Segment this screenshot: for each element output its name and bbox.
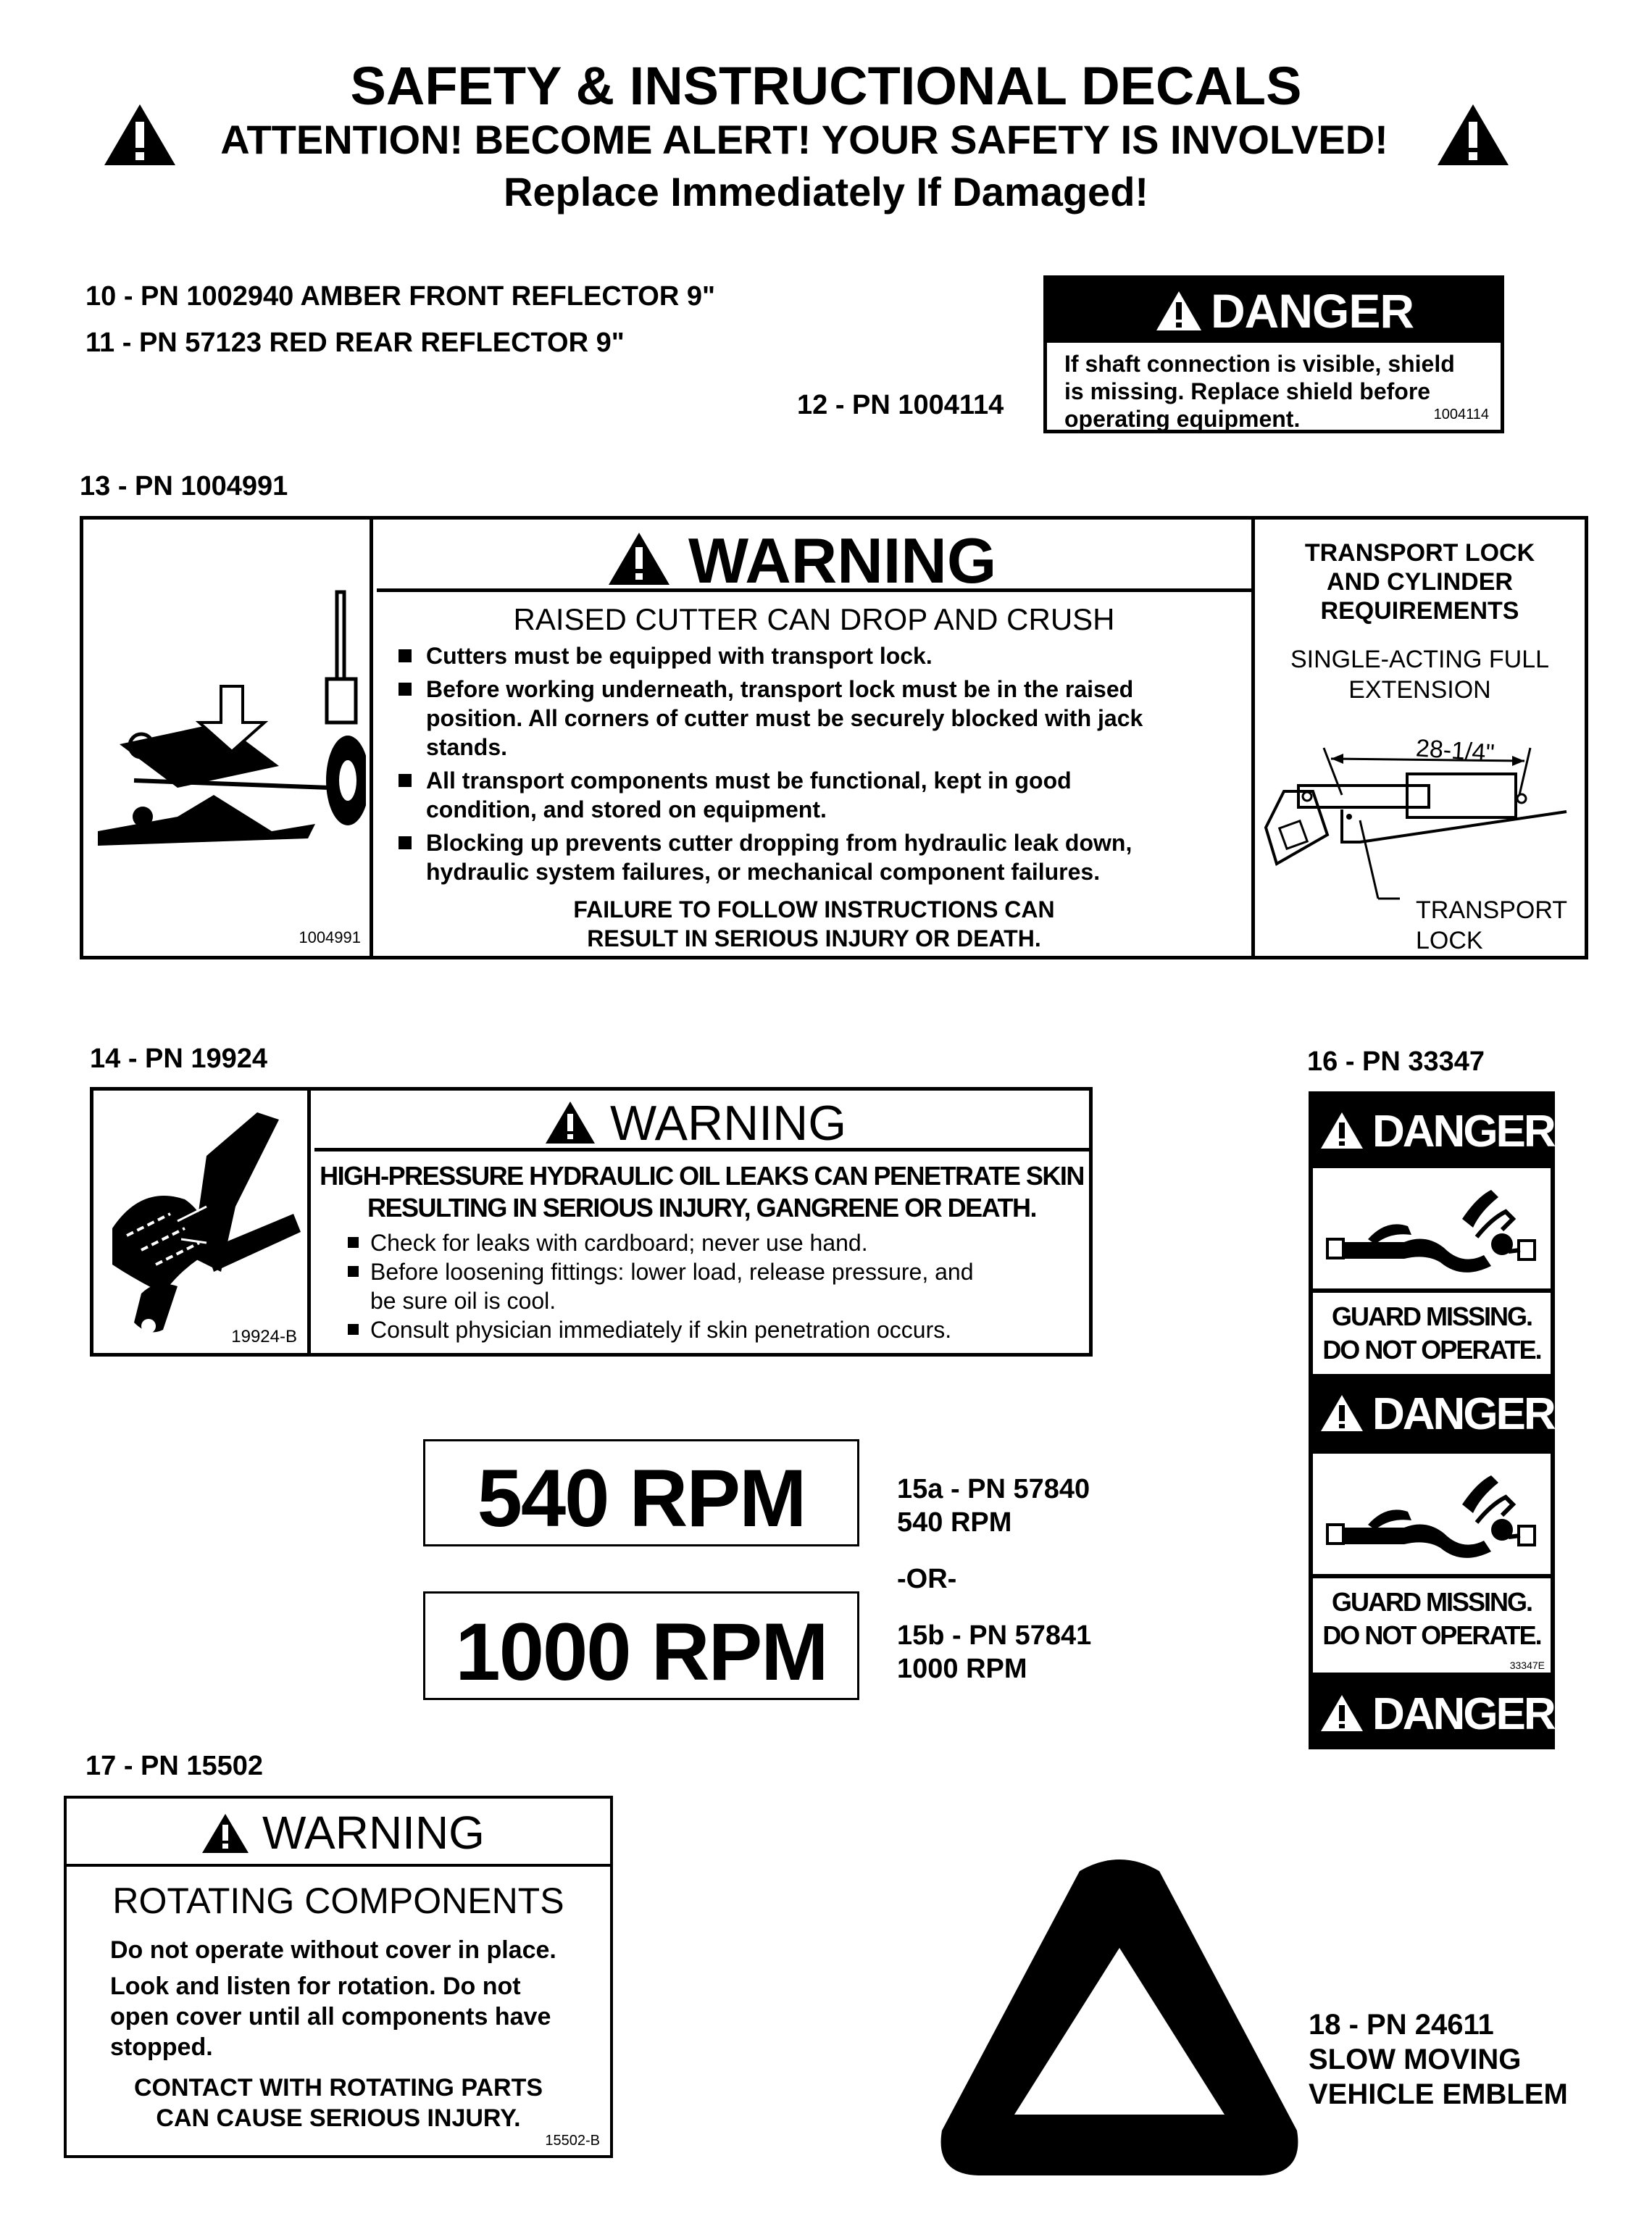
bullet-text: hydraulic system failures, or mechanical component failures. (426, 859, 1101, 885)
rpm-value: 540 RPM (477, 1453, 806, 1544)
subtitle-line: EXTENSION (1348, 676, 1491, 704)
warning-text-panel (377, 520, 1251, 956)
crush-hazard-illustration (91, 578, 366, 882)
item-12-label: 12 - PN 1004114 (797, 390, 1004, 420)
hydraulic-pictorial-panel (93, 1091, 311, 1353)
warning-triangle-icon (1435, 101, 1511, 168)
replace-line: Replace Immediately If Damaged! (503, 169, 1149, 215)
warning-heading: ROTATING COMPONENTS (112, 1881, 564, 1921)
rpm-decal-1000 (423, 1591, 859, 1700)
item-description: SLOW MOVING (1309, 2044, 1522, 2075)
warning-header (377, 520, 1251, 596)
item-description: 540 RPM (897, 1507, 1012, 1538)
footer-line: FAILURE TO FOLLOW INSTRUCTIONS CAN (573, 896, 1055, 922)
entanglement-icon (1317, 1175, 1546, 1284)
item-15a-label (897, 1473, 1090, 1539)
bullet-item (348, 1315, 973, 1344)
rpm-value: 1000 RPM (455, 1607, 827, 1697)
warning-footer (67, 2073, 610, 2133)
item-15b-label (897, 1619, 1091, 1686)
slow-moving-vehicle-emblem-icon (935, 1855, 1304, 2181)
bullet-item (399, 766, 1143, 795)
bullet-text: All transport components must be functional, kept in good (426, 767, 1072, 794)
warning-decal-15502 (64, 1796, 613, 2158)
footer-line: RESULT IN SERIOUS INJURY OR DEATH. (587, 925, 1041, 951)
callout-line: TRANSPORT (1416, 896, 1568, 924)
warning-footer (377, 895, 1251, 953)
danger-decal-33347 (1309, 1091, 1555, 1749)
hydraulic-text-panel (314, 1091, 1089, 1353)
danger-band (1309, 1377, 1555, 1454)
warning-signal-word: WARNING (262, 1807, 485, 1859)
warning-heading: RAISED CUTTER CAN DROP AND CRUSH (513, 602, 1115, 636)
warning-signal-word: WARNING (610, 1096, 847, 1151)
entanglement-pictorial (1313, 1168, 1551, 1288)
warning-triangle-icon (200, 1812, 251, 1855)
bullet-text: Consult physician immediately if skin penetration occurs. (370, 1317, 952, 1343)
heading-line: HIGH-PRESSURE HYDRAULIC OIL LEAKS CAN PENETRATE SKIN (320, 1161, 1084, 1191)
item-10-label: 10 - PN 1002940 AMBER FRONT REFLECTOR 9" (85, 281, 716, 312)
bullet-item (399, 828, 1143, 857)
danger-line: operating equipment. (1064, 406, 1301, 432)
danger-header (1047, 279, 1501, 343)
item-description: 1000 RPM (897, 1654, 1027, 1684)
item-14-label: 14 - PN 19924 (90, 1044, 268, 1074)
decal-code: 1004114 (1433, 407, 1489, 422)
hydraulic-heading (314, 1160, 1089, 1224)
warning-header (67, 1799, 610, 1867)
bullet-item (348, 1257, 973, 1286)
warning-triangle-icon (101, 101, 178, 168)
crush-pictorial-panel (83, 520, 373, 956)
footer-line: CONTACT WITH ROTATING PARTS (133, 2074, 543, 2102)
item-part-number: 18 - PN 24611 (1309, 2009, 1494, 2041)
bullet-text: Blocking up prevents cutter dropping from hydraulic leak down, (426, 830, 1132, 856)
danger-line: If shaft connection is visible, shield (1064, 351, 1455, 377)
requirements-line: REQUIREMENTS (1320, 597, 1519, 625)
bullet-text: condition, and stored on equipment. (426, 796, 827, 822)
warning-triangle-icon (606, 530, 672, 588)
warning-triangle-icon (1154, 289, 1203, 333)
body-line: open cover until all components have (110, 2003, 551, 2031)
item-part-number: 15a - PN 57840 (897, 1474, 1090, 1504)
or-separator: -OR- (897, 1564, 957, 1594)
warning-decal-1004991 (80, 516, 1588, 959)
warning-triangle-icon (1319, 1393, 1365, 1433)
danger-line: is missing. Replace shield before (1064, 378, 1431, 404)
callout-line: LOCK (1416, 927, 1483, 954)
entanglement-icon (1317, 1461, 1546, 1570)
item-description: VEHICLE EMBLEM (1309, 2078, 1568, 2110)
hydraulic-bullets (348, 1228, 973, 1344)
item-16-label: 16 - PN 33347 (1307, 1046, 1485, 1077)
guard-missing-message (1313, 1293, 1551, 1374)
danger-band (1309, 1091, 1555, 1168)
item-17-label: 17 - PN 15502 (85, 1751, 264, 1781)
transport-lock-panel (1251, 520, 1585, 956)
attention-line: ATTENTION! BECOME ALERT! YOUR SAFETY IS INVOLVED! (220, 117, 1388, 162)
body-line: stopped. (110, 2033, 213, 2061)
decal-code: 19924-B (231, 1327, 297, 1346)
message-line: GUARD MISSING. (1331, 1302, 1532, 1331)
danger-signal-word: DANGER (1211, 284, 1414, 338)
rpm-decal-540 (423, 1439, 859, 1546)
danger-signal-word: DANGER (1372, 1107, 1554, 1157)
heading-line: RESULTING IN SERIOUS INJURY, GANGRENE OR DEATH. (367, 1193, 1036, 1223)
decal-code: 1004991 (299, 928, 361, 946)
requirements-subtitle (1255, 644, 1585, 705)
item-13-label: 13 - PN 1004991 (80, 471, 288, 501)
dimension-label: 28-1/4" (1414, 734, 1495, 767)
message-line: GUARD MISSING. (1331, 1587, 1532, 1617)
body-line: Look and listen for rotation. Do not (110, 1973, 521, 2000)
message-line: DO NOT OPERATE. (1322, 1620, 1541, 1650)
warning-body (110, 1935, 556, 2062)
bullet-text: position. All corners of cutter must be securely blocked with jack (426, 705, 1143, 731)
bullet-text: be sure oil is cool. (370, 1288, 556, 1314)
danger-band (1309, 1675, 1555, 1749)
guard-missing-message (1313, 1578, 1551, 1673)
danger-signal-word: DANGER (1372, 1389, 1554, 1439)
entanglement-pictorial (1313, 1454, 1551, 1574)
bullet-text: stands. (426, 734, 508, 760)
item-11-label: 11 - PN 57123 RED REAR REFLECTOR 9" (85, 328, 625, 358)
transport-lock-callout (1416, 895, 1567, 956)
warning-decal-19924 (90, 1087, 1093, 1357)
bullet-item (348, 1228, 973, 1257)
danger-message (1064, 350, 1455, 433)
bullet-text: Check for leaks with cardboard; never use hand. (370, 1230, 868, 1256)
hand-injection-illustration (98, 1105, 306, 1344)
bullet-text: Before loosening fittings: lower load, release pressure, and (370, 1259, 974, 1285)
decal-code: 33347E (1509, 1659, 1545, 1671)
message-line: DO NOT OPERATE. (1322, 1335, 1541, 1365)
body-line: Do not operate without cover in place. (110, 1936, 556, 1964)
danger-signal-word: DANGER (1372, 1689, 1554, 1739)
warning-triangle-icon (543, 1099, 597, 1146)
warning-triangle-icon (1319, 1693, 1365, 1733)
danger-decal-1004114 (1043, 275, 1504, 433)
footer-line: CAN CAUSE SERIOUS INJURY. (156, 2104, 521, 2132)
bullet-text: Before working underneath, transport lock must be in the raised (426, 676, 1134, 702)
warning-triangle-icon (1319, 1110, 1365, 1151)
bullet-item (399, 641, 1143, 670)
warning-header (314, 1091, 1089, 1151)
requirements-line: TRANSPORT LOCK (1304, 539, 1535, 567)
item-part-number: 15b - PN 57841 (897, 1620, 1092, 1651)
item-18-label (1309, 2007, 1568, 2112)
warning-signal-word: WARNING (688, 525, 997, 596)
decal-code: 15502-B (545, 2133, 600, 2149)
requirements-title (1255, 538, 1585, 625)
warning-bullets (399, 641, 1143, 886)
bullet-item (399, 675, 1143, 704)
bullet-text: Cutters must be equipped with transport lock. (426, 643, 933, 669)
subtitle-line: SINGLE-ACTING FULL (1290, 646, 1550, 673)
page-title: SAFETY & INSTRUCTIONAL DECALS (350, 56, 1302, 116)
requirements-line: AND CYLINDER (1327, 568, 1513, 596)
